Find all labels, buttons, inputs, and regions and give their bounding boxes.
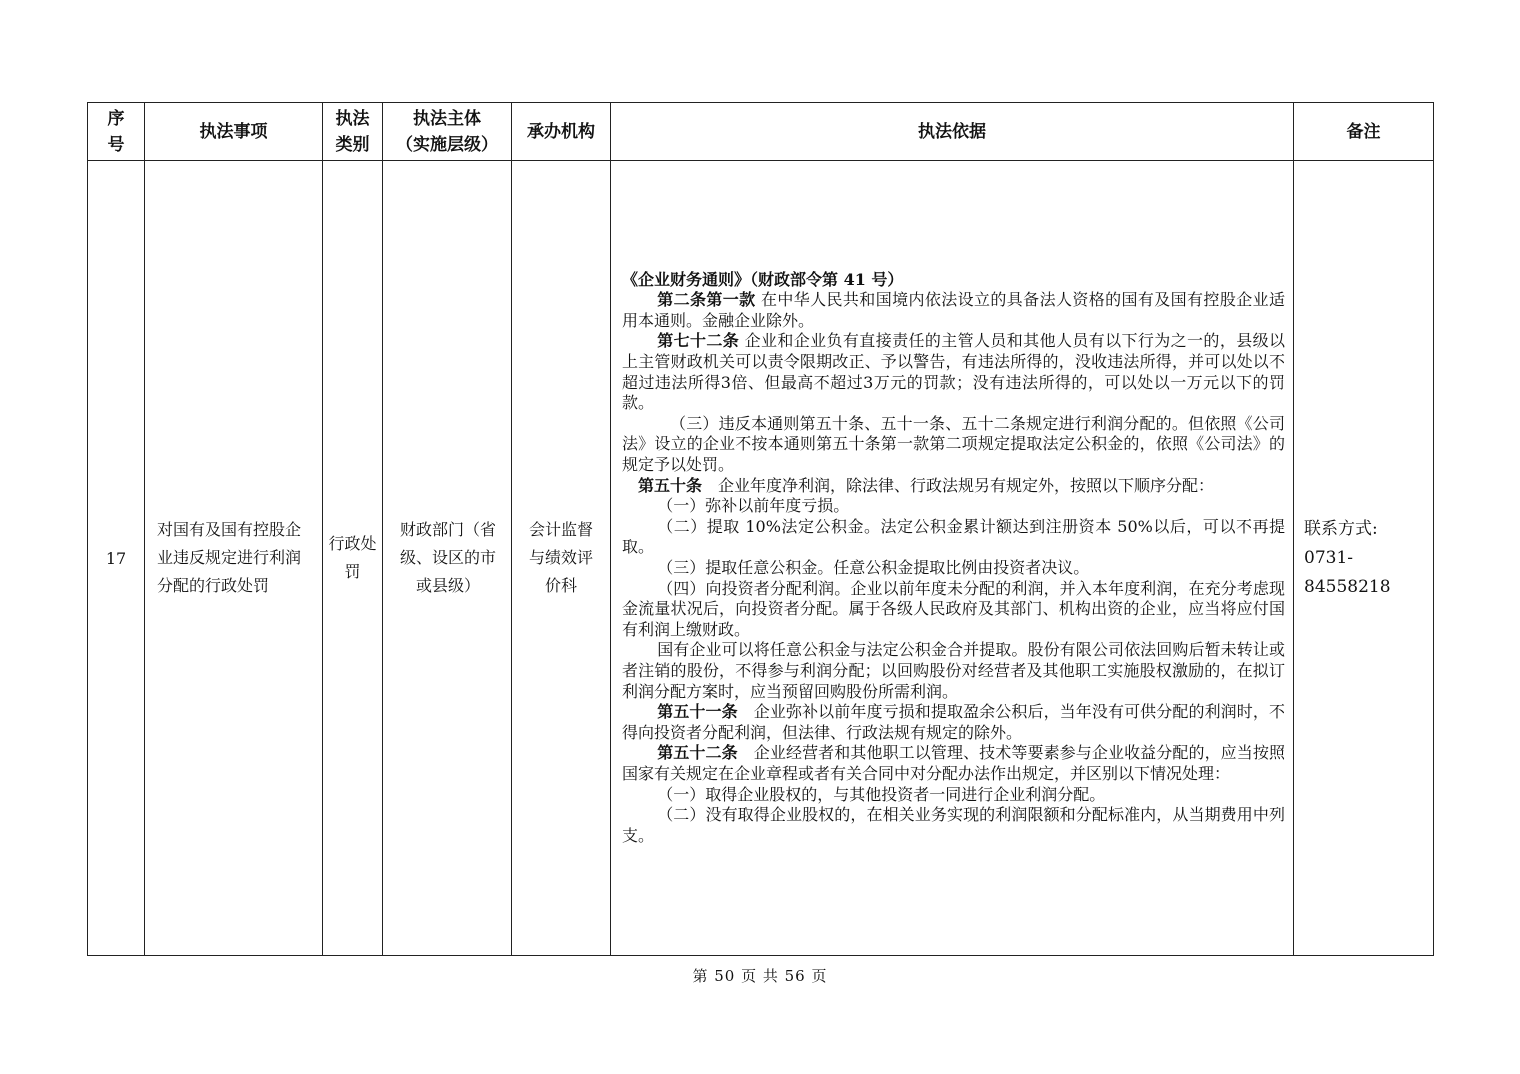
basis-para: （四）向投资者分配利润。企业以前年度未分配的利润，并入本年度利润，在充分考虑现金流量状况后，向投资者分配。属于各级人民政府及其部门、机构出资的企业，应当将应付国有利润上缴财政。: [622, 578, 1285, 639]
header-seq-line2: 号: [107, 134, 125, 155]
article-label: 第五十一条: [657, 702, 738, 722]
header-category: [323, 103, 383, 161]
basis-para: （三）提取任意公积金。任意公积金提取比例由投资者决议。: [657, 558, 1090, 577]
article-text: 在中华人民共和国境内依法设立的具备法人资格的国有及国有控股企业适用本通则。金融企业除外。: [622, 290, 1285, 330]
header-seq-line1: 序: [107, 108, 125, 129]
basis-para: [622, 743, 1285, 784]
basis-para: 国有企业可以将任意公积金与法定公积金合并提取。股份有限公司依法回购后暂未转让或者注销的股份，不得参与利润分配；以回购股份对经营者及其他职工实施股权激励的，在拟订利润分配方案时，应当预留回购股份所需利润。: [622, 640, 1285, 701]
article-label: 第七十二条: [657, 331, 740, 351]
header-seq: [88, 103, 145, 161]
table-row: [88, 161, 1434, 956]
row-org: 会计监督与绩效评价科: [512, 161, 611, 956]
basis-title: 《企业财务通则》（财政部令第 41 号）: [622, 269, 904, 289]
header-org: 承办机构: [512, 103, 611, 161]
article-label: 第二条第一款: [657, 290, 756, 310]
article-text: 企业和企业负有直接责任的主管人员和其他人员有以下行为之一的，县级以上主管财政机关可以责令限期改正、予以警告，有违法所得的，没收违法所得，并可以处以不超过违法所得3倍、但最高不超过3万元的罚款；没有违法所得的，可以处以一万元以下的罚款。: [622, 331, 1285, 413]
article-text: 企业年度净利润，除法律、行政法规另有规定外，按照以下顺序分配：: [702, 475, 1215, 495]
basis-para: [622, 476, 1285, 497]
header-item: 执法事项: [145, 103, 323, 161]
row-category: 行政处罚: [323, 161, 383, 956]
article-label: 第五十条: [638, 475, 703, 495]
note-phone: 0731-84558218: [1304, 547, 1391, 597]
basis-para: [622, 702, 1285, 743]
basis-para: （三）违反本通则第五十条、五十一条、五十二条规定进行利润分配的。但依照《公司法》设立的企业不按本通则第五十条第一款第二项规定提取法定公积金的，依照《公司法》的规定予以处罚。: [622, 413, 1285, 475]
basis-para: [622, 290, 1285, 331]
row-basis: [611, 161, 1294, 956]
article-text: 企业弥补以前年度亏损和提取盈余公积后，当年没有可供分配的利润时，不得向投资者分配利润，但法律、行政法规有规定的除外。: [622, 702, 1285, 742]
basis-para: （二）提取 10%法定公积金。法定公积金累计额达到注册资本 50%以后，可以不再提取。: [622, 516, 1285, 557]
header-body-line2: （实施层级）: [396, 134, 498, 155]
row-item: 对国有及国有控股企业违反规定进行利润分配的行政处罚: [145, 161, 323, 956]
article-text: 企业经营者和其他职工以管理、技术等要素参与企业收益分配的，应当按照国家有关规定在企业章程或者有关合同中对分配办法作出规定，并区别以下情况处理：: [622, 743, 1285, 783]
header-body-line1: 执法主体: [413, 108, 481, 129]
row-note: [1294, 161, 1434, 956]
note-label: 联系方式:: [1304, 518, 1378, 539]
header-note: 备注: [1294, 103, 1434, 161]
enforcement-table: [87, 102, 1434, 956]
article-label: 第五十二条: [657, 743, 738, 763]
header-category-line1: 执法: [335, 108, 370, 129]
row-body: 财政部门（省级、设区的市或县级）: [383, 161, 512, 956]
basis-para: （二）没有取得企业股权的，在相关业务实现的利润限额和分配标准内，从当期费用中列支。: [622, 805, 1285, 845]
row-seq: 17: [88, 161, 145, 956]
header-basis: 执法依据: [611, 103, 1294, 161]
header-category-line2: 类别: [335, 134, 370, 155]
basis-para: （一）弥补以前年度亏损。: [657, 496, 850, 516]
basis-para: [622, 331, 1285, 413]
header-body: [383, 103, 512, 161]
header-row: [88, 103, 1434, 161]
page-footer: 第 50 页 共 56 页: [692, 967, 828, 985]
basis-para: （一）取得企业股权的，与其他投资者一同进行企业利润分配。: [657, 784, 1106, 804]
